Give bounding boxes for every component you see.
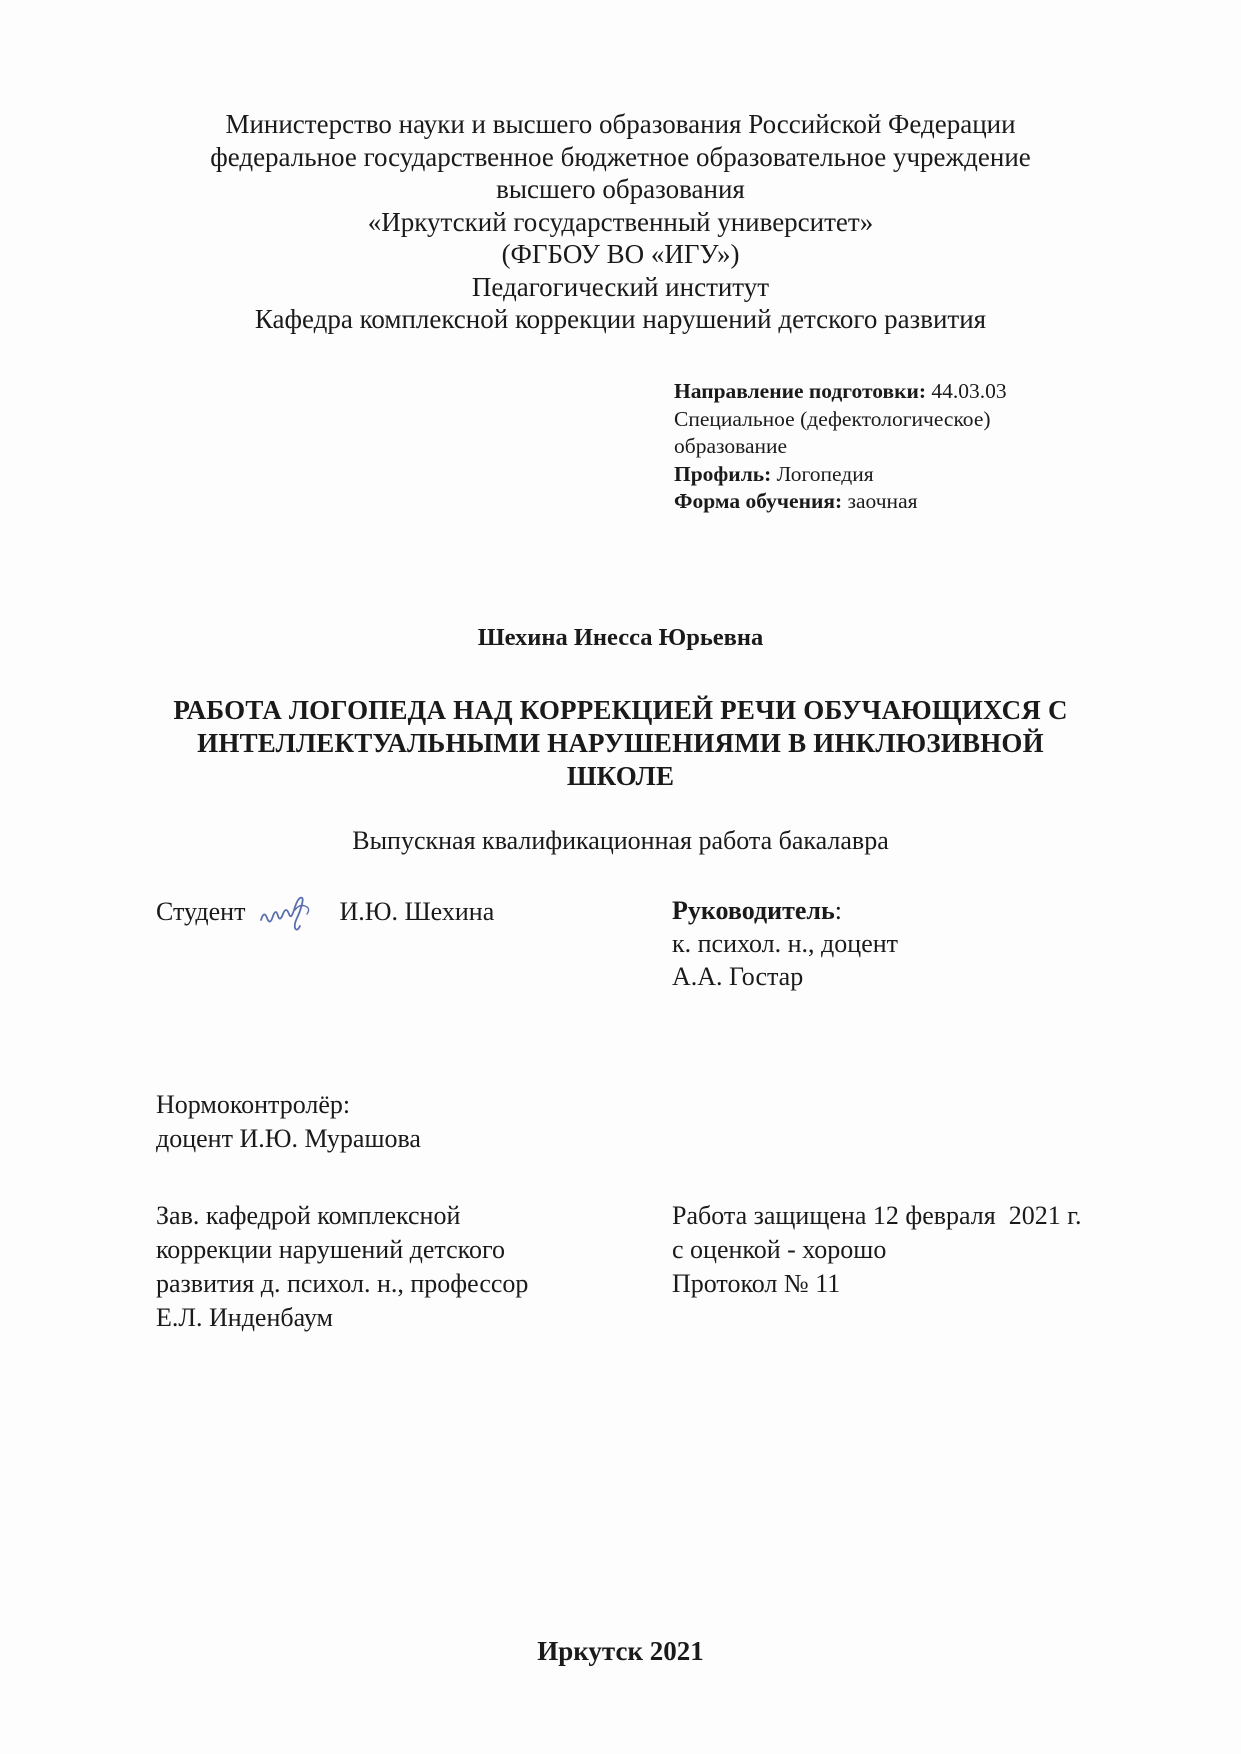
- thesis-title-line2: ИНТЕЛЛЕКТУАЛЬНЫМИ НАРУШЕНИЯМИ В ИНКЛЮЗИВНОЙ: [197, 728, 1044, 758]
- institution-header: [0, 108, 1241, 336]
- supervisor-block: [672, 894, 898, 993]
- thesis-title: [0, 694, 1241, 793]
- student-line: [156, 894, 494, 934]
- head-dept-line3: развития д. психол. н., профессор: [156, 1269, 529, 1298]
- head-dept-line1: Зав. кафедрой комплексной: [156, 1201, 461, 1230]
- supervisor-degree: к. психол. н., доцент: [672, 929, 899, 958]
- supervisor-label-line: [672, 894, 898, 927]
- profile-label: Профиль:: [674, 461, 772, 486]
- university-abbrev-line: (ФГБОУ ВО «ИГУ»): [501, 239, 740, 269]
- norm-control-block: [156, 1088, 421, 1156]
- head-of-department-block: [156, 1199, 528, 1335]
- supervisor-name: А.А. Гостар: [672, 962, 804, 991]
- education-level-line: высшего образования: [496, 174, 745, 204]
- profile-value: Логопедия: [771, 461, 874, 486]
- study-form-line: [674, 488, 1094, 516]
- defense-block: [672, 1199, 1081, 1301]
- signature-icon: [255, 894, 335, 934]
- defense-date: Работа защищена 12 февраля 2021 г.: [672, 1201, 1082, 1230]
- head-dept-line4: Е.Л. Инденбаум: [156, 1303, 333, 1332]
- institute-line: Педагогический институт: [471, 271, 770, 302]
- university-name-line: «Иркутский государственный университет»: [367, 206, 874, 237]
- direction-code: 44.03.03: [926, 379, 1007, 403]
- supervisor-colon: :: [834, 896, 843, 925]
- thesis-title-line3: ШКОЛЕ: [566, 761, 675, 791]
- norm-control-label: Нормоконтролёр:: [156, 1090, 351, 1119]
- ministry-line: Министерство науки и высшего образования Российской Федерации: [225, 109, 1016, 139]
- direction-name-line1: Специальное (дефектологическое): [674, 406, 991, 431]
- department-line: Кафедра комплексной коррекции нарушений детского развития: [254, 304, 987, 334]
- specialization-block: [674, 378, 1094, 516]
- direction-label: Направление подготовки:: [674, 379, 927, 403]
- norm-control-value: доцент И.Ю. Мурашова: [156, 1124, 421, 1153]
- direction-name-line2: образование: [674, 434, 788, 458]
- thesis-title-line1: РАБОТА ЛОГОПЕДА НАД КОРРЕКЦИЕЙ РЕЧИ ОБУЧАЮЩИХСЯ С: [173, 695, 1068, 725]
- work-type: Выпускная квалификационная работа бакалавра: [352, 826, 889, 855]
- institution-type-line: федеральное государственное бюджетное образовательное учреждение: [210, 141, 1031, 172]
- defense-protocol: Протокол № 11: [672, 1269, 841, 1298]
- direction-line: [674, 378, 1094, 406]
- student-label: Студент: [156, 896, 246, 926]
- study-form-value: заочная: [842, 489, 918, 513]
- supervisor-label: Руководитель: [672, 896, 835, 925]
- profile-line: [674, 461, 1094, 489]
- study-form-label: Форма обучения:: [674, 489, 843, 513]
- student-name: И.Ю. Шехина: [339, 896, 495, 926]
- head-dept-line2: коррекции нарушений детского: [156, 1235, 505, 1264]
- city-year: Иркутск 2021: [537, 1636, 704, 1666]
- defense-grade: с оценкой - хорошо: [672, 1235, 887, 1264]
- author-name: Шехина Инесса Юрьевна: [477, 624, 764, 651]
